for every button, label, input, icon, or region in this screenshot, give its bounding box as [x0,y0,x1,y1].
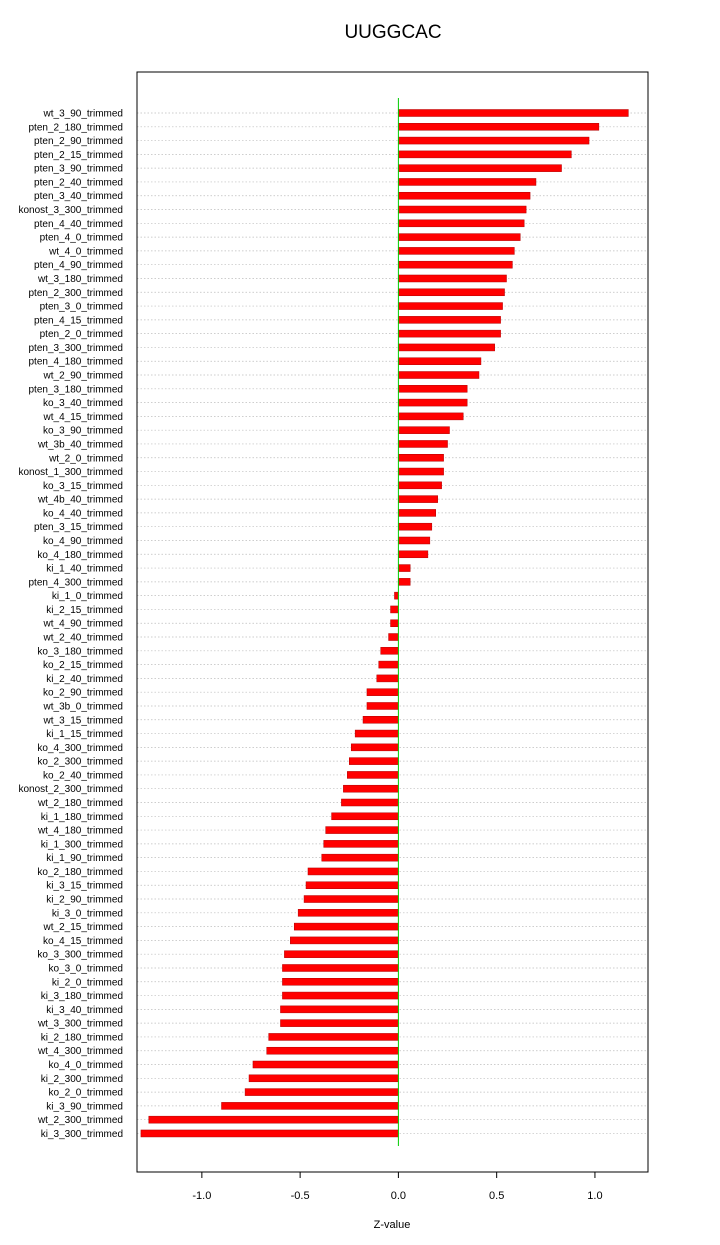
y-tick-label: wt_4_0_trimmed [49,246,123,258]
y-tick-label: konost_1_300_trimmed [18,467,123,479]
y-tick-label: pten_4_40_trimmed [34,218,123,230]
y-tick-label: pten_3_15_trimmed [34,522,123,534]
y-tick-label: ko_2_90_trimmed [42,687,123,699]
bar [322,854,399,861]
y-tick-label: wt_3b_0_trimmed [43,701,123,713]
y-tick-label: ki_2_15_trimmed [46,604,123,616]
y-tick-label: ki_1_90_trimmed [46,853,123,865]
y-tick-label: ki_1_15_trimmed [46,729,123,741]
y-tick-label: pten_2_90_trimmed [34,136,123,148]
y-tick-label: wt_2_300_trimmed [37,1115,123,1127]
bar [269,1033,399,1040]
y-tick-label: konost_3_300_trimmed [18,205,123,217]
y-tick-label: pten_3_0_trimmed [39,301,123,313]
bar [398,454,443,461]
bar [398,110,628,117]
bar [398,316,500,323]
bar [294,923,398,930]
bar [351,744,398,751]
x-tick-label: -1.0 [192,1190,212,1202]
y-tick-label: wt_2_15_trimmed [43,922,123,934]
bar [398,496,437,503]
y-tick-label: pten_2_40_trimmed [34,177,123,189]
bar [245,1089,398,1096]
bar [324,840,399,847]
y-tick-label: ko_3_15_trimmed [42,480,123,492]
bar [253,1061,398,1068]
x-axis-title: Z-value [373,1219,411,1231]
bar [149,1116,399,1123]
bar [398,206,526,213]
bar [398,440,447,447]
y-tick-label: wt_2_90_trimmed [43,370,123,382]
bar [398,289,504,296]
y-tick-label: pten_3_180_trimmed [28,384,123,396]
bar [398,275,506,282]
bar [398,565,410,572]
y-tick-label: ki_3_300_trimmed [40,1128,123,1140]
bar [308,868,398,875]
y-tick-label: pten_4_0_trimmed [39,232,123,244]
bar [398,551,427,558]
bar [280,1020,398,1027]
y-tick-label: wt_2_180_trimmed [37,798,123,809]
bar [398,178,536,185]
y-tick-label: pten_4_180_trimmed [28,356,123,368]
y-tick-label: pten_3_90_trimmed [34,163,123,175]
y-tick-label: pten_4_15_trimmed [34,315,123,327]
bar [280,1006,398,1013]
y-tick-label: wt_3_180_trimmed [37,273,123,285]
bar [398,151,571,158]
y-tick-label: wt_4_180_trimmed [37,825,123,837]
bar [398,137,589,144]
bar [398,399,467,406]
y-tick-label: ko_4_300_trimmed [37,742,123,754]
bar [398,234,520,241]
bar [304,896,398,903]
y-tick-label: wt_2_40_trimmed [43,632,123,644]
y-tick-label: ko_4_180_trimmed [37,549,123,561]
y-tick-label: wt_3_300_trimmed [37,1018,123,1030]
x-tick-label: -0.5 [290,1190,310,1202]
bar [398,220,524,227]
y-tick-label: ki_3_90_trimmed [46,1101,123,1113]
bar [391,620,399,627]
y-tick-label: ko_2_180_trimmed [37,866,123,878]
y-tick-label: ko_2_300_trimmed [37,756,123,768]
y-tick-label: ki_2_40_trimmed [46,673,123,685]
y-tick-label: ko_2_15_trimmed [42,660,123,672]
y-tick-label: wt_3_15_trimmed [43,715,123,727]
bar [398,509,435,516]
bar [284,951,398,958]
y-tick-label: wt_4b_40_trimmed [37,494,123,506]
bar [398,344,494,351]
bar [326,827,399,834]
y-tick-label: ki_1_0_trimmed [51,591,123,603]
y-tick-label: wt_3_90_trimmed [43,108,123,120]
bar [343,785,398,792]
bar [367,702,398,709]
bar [398,482,441,489]
y-tick-label: ki_1_300_trimmed [40,839,123,851]
y-tick-label: ko_3_180_trimmed [37,646,123,658]
y-tick-label: pten_3_40_trimmed [34,191,123,203]
y-tick-label: ki_3_0_trimmed [51,908,123,920]
bar [398,372,479,379]
y-tick-label: ko_4_90_trimmed [42,535,123,547]
bar [398,578,410,585]
y-tick-label: pten_4_90_trimmed [34,260,123,272]
y-tick-label: ko_2_40_trimmed [42,770,123,782]
bar [398,413,463,420]
bar [363,716,398,723]
y-tick-label: ki_1_40_trimmed [46,563,123,575]
chart-title: UUGGCAC [344,22,442,43]
y-tick-label: ko_4_0_trimmed [48,1060,123,1072]
y-tick-label: pten_2_300_trimmed [28,287,123,299]
y-tick-label: pten_2_180_trimmed [28,122,123,134]
bar [398,427,449,434]
x-axis [192,1172,602,1202]
bar [398,247,514,254]
bar [282,964,398,971]
bar [389,634,399,641]
bar [282,992,398,999]
y-tick-label: wt_2_0_trimmed [49,453,123,465]
y-tick-label: ki_1_180_trimmed [40,811,123,823]
y-tick-label: ki_3_15_trimmed [46,880,123,892]
bar [398,165,561,172]
bar [394,592,398,599]
y-tick-label: ko_3_300_trimmed [37,949,123,961]
bar [377,675,399,682]
bar [398,358,481,365]
y-tick-label: wt_4_90_trimmed [43,618,123,630]
y-tick-label: wt_4_300_trimmed [37,1046,123,1058]
bar [347,771,398,778]
y-tick-label: ki_3_180_trimmed [40,991,123,1003]
y-tick-label: ki_2_300_trimmed [40,1073,123,1085]
y-tick-label: pten_2_15_trimmed [34,149,123,161]
y-tick-label: ko_2_0_trimmed [48,1087,123,1099]
bar [398,330,500,337]
y-tick-label: ko_3_40_trimmed [42,398,123,410]
bar [398,192,530,199]
bar [349,758,398,765]
y-tick-label: pten_3_300_trimmed [28,342,123,354]
bar [398,537,429,544]
y-tick-label: ki_2_0_trimmed [51,977,123,989]
bar [355,730,398,737]
y-tick-label: konost_2_300_trimmed [18,784,123,796]
bar [332,813,399,820]
bar [391,606,399,613]
x-tick-label: 0.0 [390,1190,407,1202]
bar [398,261,512,268]
bar [341,799,398,806]
y-axis-labels [18,109,123,1140]
y-tick-label: ko_4_15_trimmed [42,935,123,947]
y-tick-label: ki_2_90_trimmed [46,894,123,906]
y-tick-label: wt_3b_40_trimmed [37,439,123,451]
x-tick-label: 1.0 [587,1190,603,1202]
bar [306,882,398,889]
bar [379,661,399,668]
bar [381,647,399,654]
y-tick-label: wt_4_15_trimmed [43,411,123,423]
x-tick-label: 0.5 [489,1190,505,1202]
bar [298,909,398,916]
bar [267,1047,399,1054]
y-tick-label: ko_3_0_trimmed [48,963,123,975]
bar [398,303,502,310]
y-tick-label: pten_2_0_trimmed [39,329,123,341]
y-tick-label: ki_2_180_trimmed [40,1032,123,1044]
bar [290,937,398,944]
y-tick-label: ko_4_40_trimmed [42,508,123,520]
bar [367,689,398,696]
bar [398,523,431,530]
y-tick-label: pten_4_300_trimmed [28,577,123,589]
bar [222,1102,399,1109]
bar [249,1075,398,1082]
bar [398,468,443,475]
y-tick-label: ki_3_40_trimmed [46,1004,123,1016]
bar [141,1130,398,1137]
bar [398,385,467,392]
y-tick-label: ko_3_90_trimmed [42,425,123,437]
bar [282,978,398,985]
bar [398,123,598,130]
